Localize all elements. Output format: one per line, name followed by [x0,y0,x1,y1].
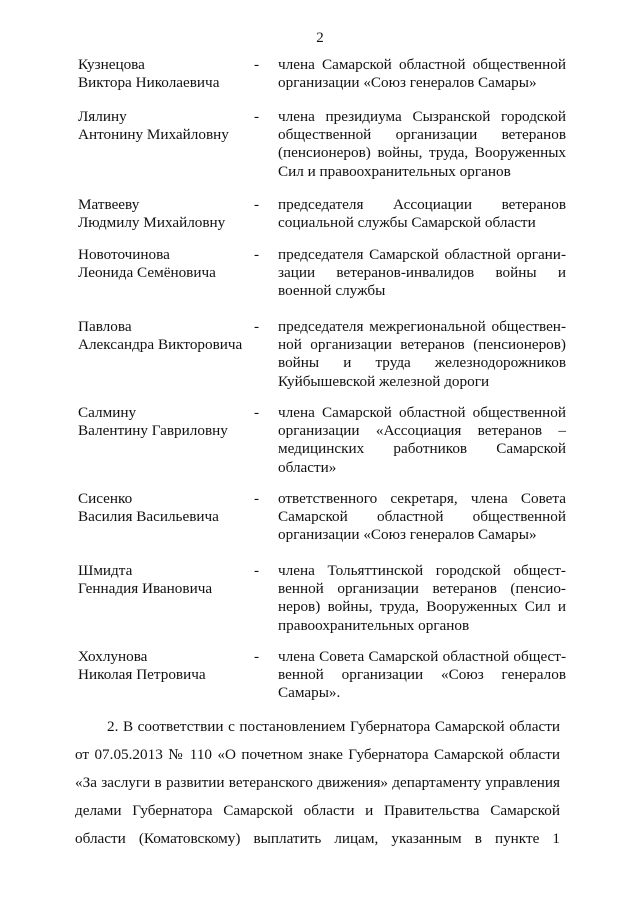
paragraph-line: от 07.05.2013 № 110 «О почетном знаке Губернатора Самарской области [75,746,560,763]
person-name [78,56,254,92]
dash-separator: - [254,108,260,125]
list-item [78,318,566,391]
person-position [278,648,566,703]
list-item [78,404,566,477]
position-line: организации «Союз генералов Самары» [278,526,537,544]
person-name-line: Шмидта [78,562,133,579]
position-line: медицинских работников Самарской [278,440,566,458]
paragraph-line: «За заслуги в развитии ветеранского движения» департаменту управления [75,774,560,791]
person-position [278,404,566,477]
person-position [278,196,566,232]
person-name [78,246,254,301]
page-number: 2 [316,30,324,46]
position-line: (пенсионеров) войны, труда, Вооруженных [278,144,566,162]
person-name [78,404,254,477]
position-line: члена Самарской областной общественной [278,56,566,73]
person-name [78,196,254,232]
position-line: социальной службы Самарской области [278,214,536,232]
position-line: ной организации ветеранов (пенсионеров) [278,336,566,354]
person-name-line: Александра Викторовича [78,336,243,354]
person-position [278,56,566,92]
position-line: венной организации ветеранов (пенсио- [278,580,566,598]
dash-separator: - [254,648,260,665]
person-name-line: Лялину [78,108,127,125]
person-position [278,246,566,301]
position-line: члена Совета Самарской областной общест- [278,648,566,665]
list-item [78,490,566,545]
list-item [78,56,566,92]
person-name-line: Николая Петровича [78,666,206,684]
position-line: организации «Союз генералов Самары» [278,74,537,92]
position-line: ответственного секретаря, члена Совета [278,490,566,507]
position-line: Самарской областной общественной [278,508,566,526]
position-line: Куйбышевской железной дороги [278,372,490,390]
position-line: венной организации «Союз генералов [278,666,566,684]
person-position [278,318,566,391]
dash-separator: - [254,404,260,421]
list-item [78,562,566,635]
position-line: Сил и правоохранительных органов [278,162,511,180]
person-name-line: Новоточинова [78,246,170,263]
person-name [78,108,254,181]
person-name-line: Матвееву [78,196,140,213]
dash-separator: - [254,56,260,73]
position-line: войны и труда железнодорожников [278,354,566,372]
position-line: члена Тольяттинской городской общест- [278,562,566,579]
position-line: председателя Ассоциации ветеранов [278,196,566,213]
person-position [278,490,566,545]
position-line: неров) войны, труда, Вооруженных Сил и [278,598,566,616]
person-name-line: Салмину [78,404,137,421]
person-name-line: Сисенко [78,490,133,507]
person-name-line: Кузнецова [78,56,145,73]
person-name [78,318,254,391]
dash-separator: - [254,246,260,263]
person-name-line: Павлова [78,318,132,335]
person-name [78,562,254,635]
person-name-line: Геннадия Ивановича [78,580,213,598]
paragraph-line: 2. В соответствии с постановлением Губернатора Самарской области [107,718,560,735]
position-line: члена Самарской областной общественной [278,404,566,421]
person-name-line: Леонида Семёновича [78,264,216,282]
position-line: области» [278,458,337,476]
person-name-line: Хохлунова [78,648,148,665]
position-line: военной службы [278,282,386,300]
list-item [78,648,566,703]
person-position [278,108,566,181]
person-position [278,562,566,635]
person-name [78,490,254,545]
person-name-line: Антонину Михайловну [78,126,229,144]
dash-separator: - [254,318,260,335]
position-line: председателя межрегиональной обществен- [278,318,566,335]
person-name [78,648,254,703]
list-item [78,108,566,181]
dash-separator: - [254,562,260,579]
person-name-line: Василия Васильевича [78,508,219,526]
dash-separator: - [254,196,260,213]
position-line: общественной организации ветеранов [278,126,566,144]
position-line: зации ветеранов-инвалидов войны и [278,264,566,282]
dash-separator: - [254,490,260,507]
position-line: Самары». [278,684,341,702]
position-line: председателя Самарской областной органи- [278,246,566,263]
paragraph-line: делами Губернатора Самарской области и Правительства Самарской [75,802,560,819]
position-line: члена президиума Сызранской городской [278,108,566,125]
person-name-line: Виктора Николаевича [78,74,220,92]
person-name-line: Валентину Гавриловну [78,422,228,440]
position-line: правоохранительных органов [278,616,470,634]
paragraph-line: области (Коматовскому) выплатить лицам, указанным в пункте 1 [75,830,560,847]
list-item [78,246,566,301]
position-line: организации «Ассоциация ветеранов – [278,422,566,440]
list-item [78,196,566,232]
person-name-line: Людмилу Михайловну [78,214,226,232]
